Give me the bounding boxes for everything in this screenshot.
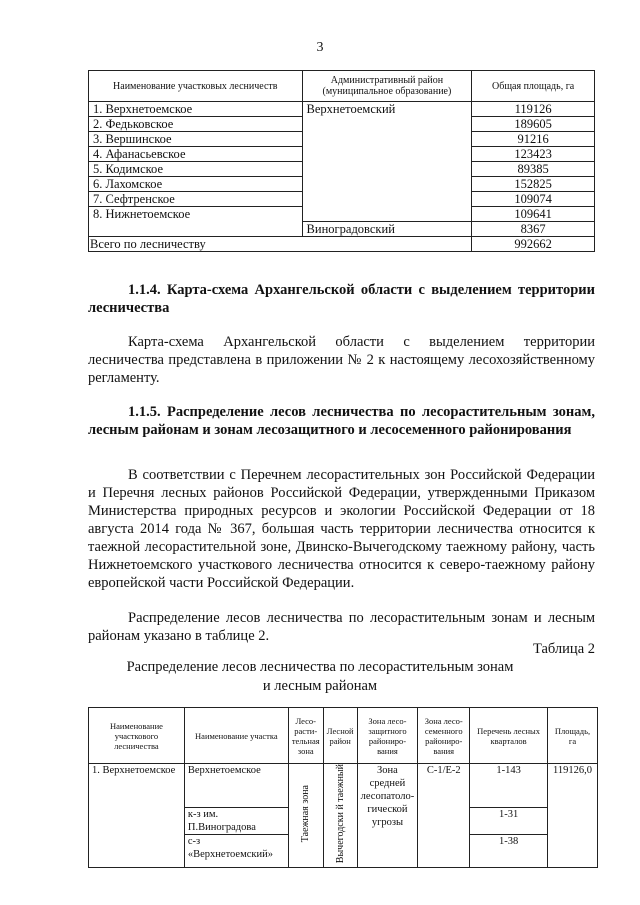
cell-district: Верхнетоемский (302, 102, 472, 222)
cell-area: 8367 (472, 222, 595, 237)
table-row (89, 764, 598, 808)
cell-area: 109641 (472, 207, 595, 222)
cell-area: 109074 (472, 192, 595, 207)
cell-district: Виноградовский (302, 222, 472, 237)
cell-seed-zone: С-1/Е-2 (418, 764, 470, 868)
cell-name: 5. Кодимское (89, 162, 303, 177)
forest-zones-table (88, 707, 598, 868)
cell-name: 2. Федьковское (89, 117, 303, 132)
cell-name: 3. Вершинское (89, 132, 303, 147)
table2-title-line1: Распределение лесов лесничества по лесорастительным зонам (126, 659, 514, 675)
cell-quarters: 1-143 (470, 764, 548, 808)
cell-name: 4. Афанасьевское (89, 147, 303, 162)
cell-plot: Верхнетоемское (184, 764, 288, 808)
cell-quarters: 1-31 (470, 808, 548, 835)
col-header-protect-zone: Зона лесо-защитного райониро-вания (357, 708, 418, 764)
table-row (89, 102, 595, 117)
cell-zone (288, 764, 323, 868)
forestry-area-table (88, 70, 595, 252)
cell-area: 119126,0 (547, 764, 597, 868)
section-heading-1-1-4: 1.1.4. Карта-схема Архангельской области с выделением территории лесничества (88, 282, 595, 316)
cell-name: 1. Верхнетоемское (89, 102, 303, 117)
section-heading-1-1-5: 1.1.5. Распределение лесов лесничества по лесорастительным зонам, лесным районам и зонам лесозащитного и лесосеменного районирования (88, 404, 595, 438)
cell-plot: к-з им. П.Виноградова (184, 808, 288, 835)
col-header-district: Административный район (муниципальное образование) (302, 71, 472, 102)
cell-area: 119126 (472, 102, 595, 117)
section-paragraph-1: В соответствии с Перечнем лесорастительных зон Российской Федерации и Перечня лесных районов Российской Федерации, утвержденными Приказом Министерства природных ресурсов и экологии Российской Федерации от 18 августа 2014 года № 367, большая часть территории лесничества относится к таежной лесорастительной зоне, Двинско-Вычегодскому таежному району, часть Нижнетоемского участкового лесничества относится к северо-таежному району европейской части Российской Федерации. (88, 467, 595, 591)
cell-district (323, 764, 357, 868)
cell-name: 8. Нижнетоемское (89, 207, 303, 237)
cell-area: 89385 (472, 162, 595, 177)
col-header-plot: Наименование участка (184, 708, 288, 764)
table2-title-line2: и лесным районам (262, 678, 378, 694)
zone-text: Таежная зона (300, 785, 312, 843)
col-header-district: Лесной район (323, 708, 357, 764)
cell-area: 91216 (472, 132, 595, 147)
table-total-row (89, 237, 595, 252)
col-header-forestry: Наименование участковых лесничеств (89, 71, 303, 102)
cell-name: 7. Сефтренское (89, 192, 303, 207)
section-text-1-1-4: Карта-схема Архангельской области с выделением территории лесничества представлена в приложении № 2 к настоящему лесохозяйственному регламенту. (88, 334, 595, 386)
cell-area: 123423 (472, 147, 595, 162)
total-value: 992662 (472, 237, 595, 252)
page-number: 3 (316, 40, 324, 55)
cell-plot: с-з «Верхнетоемский» (184, 835, 288, 868)
table-header-row (89, 71, 595, 102)
cell-forestry: 1. Верхнетоемское (89, 764, 185, 868)
section-paragraph-2: Распределение лесов лесничества по лесорастительным зонам и лесным районам указано в таблице 2. (88, 610, 595, 644)
col-header-quarters: Перечень лесных кварталов (470, 708, 548, 764)
table-header-row (89, 708, 598, 764)
cell-quarters: 1-38 (470, 835, 548, 868)
total-label: Всего по лесничеству (89, 237, 472, 252)
col-header-area: Общая площадь, га (472, 71, 595, 102)
cell-name: 6. Лахомское (89, 177, 303, 192)
col-header-seed-zone: Зона лесо-семенного райониро-вания (418, 708, 470, 764)
district-text: Вычегодски й таежный (334, 764, 346, 864)
col-header-area: Площадь, га (547, 708, 597, 764)
col-header-forestry: Наименование участкового лесничества (89, 708, 185, 764)
cell-protect-zone: Зона средней лесопатоло-гической угрозы (357, 764, 418, 868)
cell-area: 189605 (472, 117, 595, 132)
col-header-zone: Лесо-расти-тельная зона (288, 708, 323, 764)
cell-area: 152825 (472, 177, 595, 192)
table2-label: Таблица 2 (532, 641, 595, 657)
